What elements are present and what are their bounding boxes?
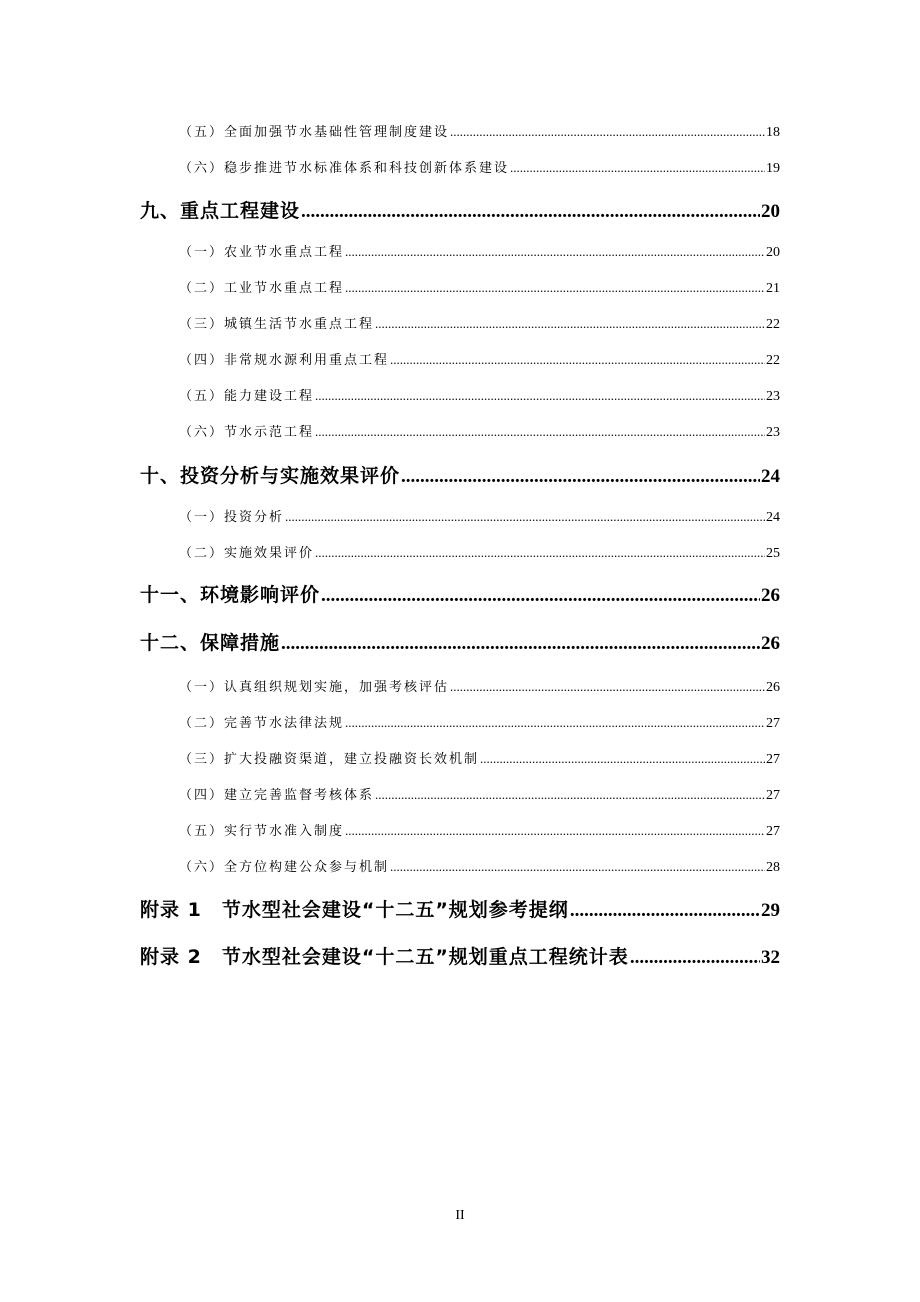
toc-chapter-page: 26	[761, 585, 780, 606]
toc-entry-title: （二）工业节水重点工程	[179, 281, 345, 296]
toc-chapter-page: 26	[761, 633, 780, 654]
toc-dot-leader	[375, 787, 765, 803]
toc-entry-title: （六）稳步推进节水标准体系和科技创新体系建设	[179, 161, 510, 176]
toc-entry-page: 27	[766, 752, 780, 767]
toc-entry[interactable]	[179, 277, 780, 295]
toc-entry-title: （二）完善节水法律法规	[179, 716, 345, 731]
toc-entry-title: （三）扩大投融资渠道，建立投融资长效机制	[179, 752, 480, 767]
toc-entry-page: 22	[766, 353, 780, 368]
toc-entry-page: 25	[766, 546, 780, 561]
toc-entry-page: 23	[766, 425, 780, 440]
toc-entry[interactable]	[179, 241, 780, 259]
toc-dot-leader	[450, 124, 765, 140]
toc-appendix-title: 附录 1 节水型社会建设“十二五”规划参考提纲	[140, 899, 569, 921]
toc-dot-leader	[301, 201, 760, 223]
toc-entry-title: （六）节水示范工程	[179, 425, 315, 440]
toc-entry[interactable]	[179, 748, 780, 766]
toc-entry[interactable]	[179, 349, 780, 367]
toc-dot-leader	[570, 900, 760, 922]
toc-entry-title: （五）实行节水准入制度	[179, 824, 345, 839]
toc-appendix-page: 32	[761, 947, 780, 968]
toc-entry-title: （五）全面加强节水基础性管理制度建设	[179, 125, 450, 140]
toc-entry-title: （一）农业节水重点工程	[179, 245, 345, 260]
toc-dot-leader	[390, 352, 765, 368]
toc-dot-leader	[480, 751, 765, 767]
toc-dot-leader	[285, 509, 765, 525]
toc-chapter-page: 24	[761, 466, 780, 487]
toc-entry[interactable]	[179, 784, 780, 802]
toc-entry-page: 21	[766, 281, 780, 296]
toc-entry-page: 20	[766, 245, 780, 260]
toc-chapter[interactable]	[140, 461, 780, 487]
toc-entry-page: 19	[766, 161, 780, 176]
toc-entry[interactable]	[179, 313, 780, 331]
toc-entry[interactable]	[179, 506, 780, 524]
toc-dot-leader	[401, 466, 760, 488]
toc-dot-leader	[390, 859, 765, 875]
toc-dot-leader	[345, 280, 765, 296]
toc-entry-page: 27	[766, 788, 780, 803]
toc-entry-title: （一）认真组织规划实施，加强考核评估	[179, 680, 450, 695]
toc-entry-page: 24	[766, 510, 780, 525]
toc-dot-leader	[630, 947, 760, 969]
toc-entry[interactable]	[179, 676, 780, 694]
toc-entry-page: 28	[766, 860, 780, 875]
toc-dot-leader	[315, 424, 765, 440]
toc-entry-title: （三）城镇生活节水重点工程	[179, 317, 375, 332]
toc-entry-page: 27	[766, 824, 780, 839]
toc-chapter-title: 九、重点工程建设	[140, 200, 301, 222]
toc-dot-leader	[281, 633, 760, 655]
toc-entry-page: 23	[766, 389, 780, 404]
toc-appendix-page: 29	[761, 900, 780, 921]
toc-entry[interactable]	[179, 712, 780, 730]
toc-appendix[interactable]	[140, 895, 780, 921]
toc-chapter-title: 十二、保障措施	[140, 632, 281, 654]
toc-chapter[interactable]	[140, 196, 780, 222]
toc-entry-title: （五）能力建设工程	[179, 389, 315, 404]
toc-chapter-page: 20	[761, 201, 780, 222]
toc-dot-leader	[450, 679, 765, 695]
toc-entry-title: （二）实施效果评价	[179, 546, 315, 561]
toc-entry-page: 18	[766, 125, 780, 140]
toc-chapter-title: 十、投资分析与实施效果评价	[140, 465, 401, 487]
toc-entry-page: 27	[766, 716, 780, 731]
toc-entry[interactable]	[179, 421, 780, 439]
toc-entry-page: 26	[766, 680, 780, 695]
toc-dot-leader	[345, 244, 765, 260]
toc-entry-title: （六）全方位构建公众参与机制	[179, 860, 390, 875]
toc-entry[interactable]	[179, 121, 780, 139]
toc-dot-leader	[345, 715, 765, 731]
toc-dot-leader	[510, 160, 765, 176]
toc-entry[interactable]	[179, 820, 780, 838]
toc-entry[interactable]	[179, 157, 780, 175]
toc-chapter-title: 十一、环境影响评价	[140, 584, 321, 606]
toc-dot-leader	[321, 585, 760, 607]
toc-dot-leader	[315, 388, 765, 404]
toc-dot-leader	[375, 316, 765, 332]
toc-chapter[interactable]	[140, 580, 780, 606]
toc-entry[interactable]	[179, 542, 780, 560]
toc-entry[interactable]	[179, 385, 780, 403]
toc-appendix[interactable]	[140, 942, 780, 968]
toc-entry-title: （一）投资分析	[179, 510, 285, 525]
toc-dot-leader	[315, 545, 765, 561]
page-number: II	[455, 1208, 465, 1223]
toc-entry-page: 22	[766, 317, 780, 332]
toc-chapter[interactable]	[140, 628, 780, 654]
toc-appendix-title: 附录 2 节水型社会建设“十二五”规划重点工程统计表	[140, 946, 629, 968]
toc-entry-title: （四）非常规水源利用重点工程	[179, 353, 390, 368]
toc-entry-title: （四）建立完善监督考核体系	[179, 788, 375, 803]
toc-dot-leader	[345, 823, 765, 839]
toc-entry[interactable]	[179, 856, 780, 874]
